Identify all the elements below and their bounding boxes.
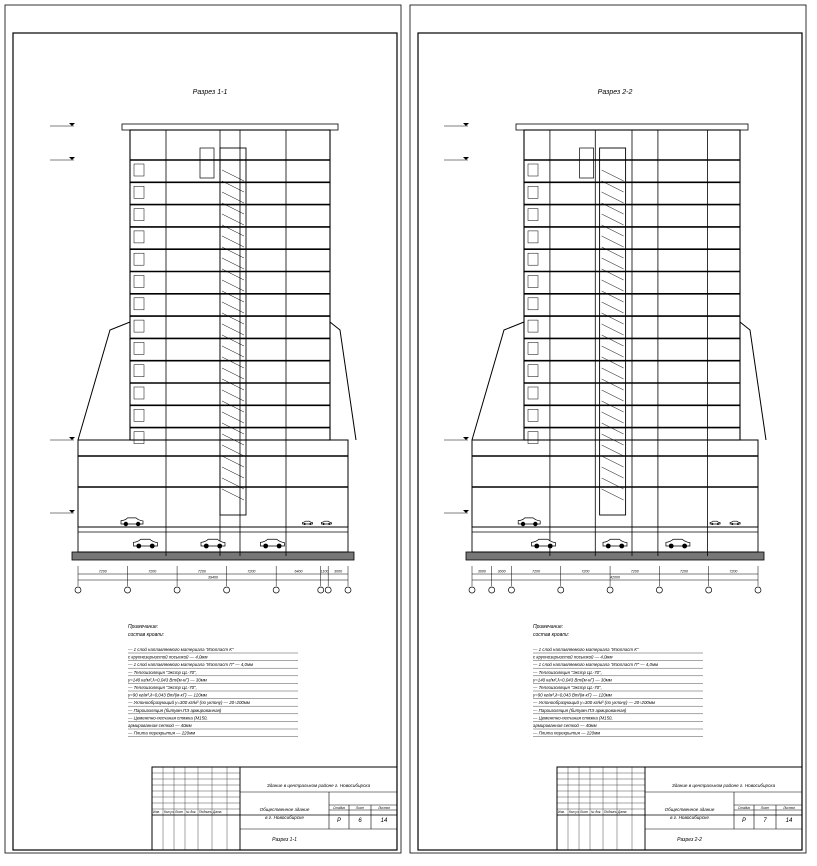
stair-flight [222,236,244,247]
stair-flight [222,390,244,401]
notes-line: — 1 слой наплавляемого материала "Изопласт К" [533,647,639,652]
car-wheel [304,523,306,525]
car-wheel [521,522,525,526]
title-block [152,767,397,850]
section-title: Разрез 2-2 [597,89,633,96]
level-marker [69,123,75,126]
stage-value: Р [741,818,747,824]
project-name: Здание в центральном районе г. Новосибирска [266,783,371,788]
window [528,231,538,243]
stair-flight [602,324,624,335]
stair-flight [222,170,244,181]
dimension-value: 3000 [497,569,506,574]
car-wheel [548,544,553,549]
stair-core [220,148,246,515]
col-header: Кол.уч. [569,810,580,814]
stair-flight [602,390,624,401]
section-title: Разрез 1-1 [192,89,228,96]
notes-heading: Примечание: [128,624,159,630]
car-wheel [309,523,311,525]
parapet [516,124,748,130]
notes-line: — Уклонообразующий γ=300 кг/м³ (по уклону) — 20÷200мм [533,700,655,706]
sloped-facade-left [472,322,524,440]
stair-flight [222,445,244,456]
car-icon [666,539,690,548]
level-marker [69,510,75,513]
building-section [50,123,356,560]
hdr-sheet: Лист [760,806,770,810]
building-location: в г. Новосибирске [265,815,304,820]
axis-bubble [469,587,475,593]
sheet-number: 6 [358,818,362,824]
window [528,164,538,176]
axis-bubble [273,587,279,593]
stage-value: Р [336,818,342,824]
car-wheel [124,522,128,526]
axis-bubble [607,587,613,593]
col-header: Дата [213,810,222,814]
dimension-chain [469,566,761,593]
car-icon [201,539,225,548]
stair-flight [602,489,624,500]
sloped-facade-right [740,322,766,440]
axis-bubble [345,587,351,593]
window [134,276,144,288]
dimension-value: 3000 [477,569,486,574]
col-header: Дата [618,810,627,814]
col-header: Изм. [558,810,565,814]
window [134,298,144,310]
car-wheel [277,544,282,549]
podium [78,440,348,527]
notes-line: γ=90 кг/м³,λ=0,043 Вт/(м·кГ) — 120мм [128,692,207,698]
sheets-total: 14 [785,818,793,824]
notes-subheading: состав кровли: [128,632,165,638]
hdr-sheets: Листов [783,806,795,810]
col-header: Подпись [604,810,617,814]
stair-flight [222,357,244,368]
notes-line: — 1 слой наплавляемого материала "Изопласт К" [128,647,234,652]
notes-heading: Примечание: [533,624,564,630]
window [528,342,538,354]
stair-flight [602,412,624,423]
col-header: Изм. [153,810,160,814]
stair-flight [602,368,624,379]
notes-line: — Плита перекрытия — 220мм [533,730,601,736]
car-wheel [328,523,330,525]
dimension-value: 7200 [630,569,639,574]
building-location: в г. Новосибирске [670,815,709,820]
stair-flight [602,456,624,467]
stair-flight [222,214,244,225]
window [134,387,144,399]
stair-flight [602,192,624,203]
hdr-sheets: Листов [378,806,390,810]
dimension-total: 42000 [610,575,620,580]
window [134,164,144,176]
dimension-value: 7200 [729,569,738,574]
stair-flight [222,258,244,269]
stair-flight [602,280,624,291]
sloped-facade-right [330,322,356,440]
notes-line: — Теплоизоляция "Экстр ЦL-70", [533,685,602,690]
stair-flight [222,313,244,324]
stair-flight [602,302,624,313]
stair-flight [222,379,244,390]
col-header: Кол.уч. [164,810,175,814]
car-wheel [136,522,140,526]
stair-flight [222,467,244,478]
car-wheel [606,544,611,549]
lift-machine-room [200,148,214,178]
notes-line: — Цементно-песчаная стяжка (М150, [533,715,613,721]
notes-line: — Цементно-песчаная стяжка (М150, [128,715,208,721]
stair-flight [602,445,624,456]
dimension-chain [75,566,351,593]
stair-flight [602,258,624,269]
dimension-value: 7200 [148,569,157,574]
level-marker [463,123,469,126]
car-wheel [204,544,209,549]
sloped-facade-left [78,322,130,440]
car-icon [303,521,313,525]
notes-subheading: состав кровли: [533,632,570,638]
level-marker [69,437,75,440]
col-header: № док. [186,810,197,814]
stair-flight [602,236,624,247]
stair-flight [602,357,624,368]
hdr-stage: Стадия [738,806,750,810]
outer-frame [5,5,401,853]
sheet-section-2-2 [410,5,806,853]
stair-flight [222,324,244,335]
stair-flight [222,412,244,423]
stair-flight [602,170,624,181]
axis-bubble [558,587,564,593]
podium [472,440,758,527]
car-wheel [737,523,739,525]
stair-flight [222,489,244,500]
notes-line: γ=140 кг/м³,λ=0,043 Вт/(м·кГ) — 30мм [128,677,207,683]
stair-flight [602,291,624,302]
stair-flight [602,269,624,280]
foundation-slab [72,552,354,560]
window [528,276,538,288]
car-wheel [669,544,674,549]
stair-flight [222,192,244,203]
window [528,409,538,421]
notes-line: — Пароизоляция (битумн.ПЭ армированная) [128,707,222,713]
inner-frame [13,33,397,850]
stair-flight [222,401,244,412]
axis-bubble [224,587,230,593]
stair-flight [222,291,244,302]
notes-line: с крупнозернистой посыпкой — 4,0мм [128,654,208,660]
dimension-value: 7200 [581,569,590,574]
window [134,320,144,332]
window [528,253,538,265]
axis-bubble [489,587,495,593]
axis-bubble [755,587,761,593]
stair-flight [222,368,244,379]
notes-line: — 1 слой наплавляемого материала "Изопласт П" — 4,0мм [128,662,253,668]
window [528,432,538,444]
axis-bubble [318,587,324,593]
window [528,209,538,221]
tower-outline [130,130,330,440]
building-name: Общественное здание [259,807,310,812]
window [134,186,144,198]
level-marker [463,157,469,160]
stair-core [600,148,626,515]
dimension-value: 7200 [247,569,256,574]
col-header: № док. [591,810,602,814]
hdr-sheet: Лист [355,806,365,810]
stair-flight [602,346,624,357]
level-marker [69,157,75,160]
notes-line: γ=140 кг/м³,λ=0,043 Вт/(м·кГ) — 30мм [533,677,612,683]
drawing-name: Разрез 1-1 [272,837,297,843]
notes-line: — Плита перекрытия — 220мм [128,730,196,736]
dimension-value: 7200 [680,569,689,574]
axis-bubble [508,587,514,593]
car-wheel [263,544,268,549]
car-icon [603,539,627,548]
level-marker [463,510,469,513]
axis-bubble [706,587,712,593]
dimension-value: 3000 [334,569,343,574]
stair-flight [222,335,244,346]
stair-flight [222,269,244,280]
axis-bubble [325,587,331,593]
window [528,387,538,399]
window [528,186,538,198]
col-header: Лист [580,810,589,814]
window [528,365,538,377]
stair-flight [602,379,624,390]
car-wheel [533,522,537,526]
title-block [557,767,802,850]
lift-machine-room [580,148,594,178]
car-icon [321,521,331,525]
window [134,432,144,444]
car-wheel [682,544,687,549]
dimension-value: 7200 [98,569,107,574]
col-header: Лист [175,810,184,814]
car-icon [260,539,284,548]
car-wheel [711,523,713,525]
project-name: Здание в центральном районе г. Новосибирска [671,783,776,788]
car-icon [710,521,720,525]
notes-line: — Уклонообразующий γ=300 кг/м³ (по уклону) — 20÷200мм [128,700,250,706]
dimension-total: 39400 [208,575,218,580]
car-icon [532,539,556,548]
window [528,298,538,310]
stair-flight [222,456,244,467]
stair-flight [602,335,624,346]
car-icon [518,518,540,526]
drawing-name: Разрез 2-2 [677,837,702,843]
notes-line: — Пароизоляция (битумн.ПЭ армированная) [533,707,627,713]
stair-flight [602,401,624,412]
axis-bubble [125,587,131,593]
window [134,231,144,243]
car-wheel [534,544,539,549]
notes-line: — Теплоизоляция "Экстр ЦL-70", [533,669,602,675]
stair-flight [602,313,624,324]
building-name: Общественное здание [664,807,715,812]
stair-flight [222,302,244,313]
stair-flight [222,423,244,434]
car-icon [121,518,143,526]
window [134,253,144,265]
axis-bubble [656,587,662,593]
parapet [122,124,338,130]
car-wheel [136,544,141,549]
window [134,209,144,221]
car-wheel [150,544,155,549]
level-marker [463,437,469,440]
sheet-number: 7 [763,818,767,824]
window [134,409,144,421]
dimension-value: 6400 [294,569,303,574]
sheets-total: 14 [380,818,388,824]
dimension-value: 7200 [197,569,206,574]
window [134,342,144,354]
car-icon [134,539,158,548]
car-icon [730,521,740,525]
col-header: Подпись [199,810,212,814]
car-wheel [717,523,719,525]
stair-flight [222,346,244,357]
dimension-value: 1100 [320,569,329,574]
car-wheel [217,544,222,549]
car-wheel [323,523,325,525]
axis-bubble [75,587,81,593]
axis-bubble [174,587,180,593]
stair-flight [222,280,244,291]
sheet-section-1-1 [5,5,401,853]
car-wheel [731,523,733,525]
notes-line: армированная сеткой — 40мм [128,723,192,728]
foundation-slab [466,552,764,560]
outer-frame [410,5,806,853]
hdr-stage: Стадия [333,806,345,810]
notes-line: армированная сеткой — 40мм [533,723,597,728]
notes-line: — Теплоизоляция "Экстр ЦL-70", [128,685,197,690]
notes-line: — 1 слой наплавляемого материала "Изопласт П" — 4,0мм [533,662,658,668]
notes-line: — Теплоизоляция "Экстр ЦL-70", [128,669,197,675]
stair-flight [602,214,624,225]
stair-flight [602,467,624,478]
inner-frame [418,33,802,850]
dimension-value: 7200 [532,569,541,574]
building-section [444,123,766,560]
window [528,320,538,332]
car-wheel [619,544,624,549]
notes-line: γ=90 кг/м³,λ=0,043 Вт/(м·кГ) — 120мм [533,692,612,698]
window [134,365,144,377]
notes-line: с крупнозернистой посыпкой — 4,0мм [533,654,613,660]
stair-flight [602,423,624,434]
